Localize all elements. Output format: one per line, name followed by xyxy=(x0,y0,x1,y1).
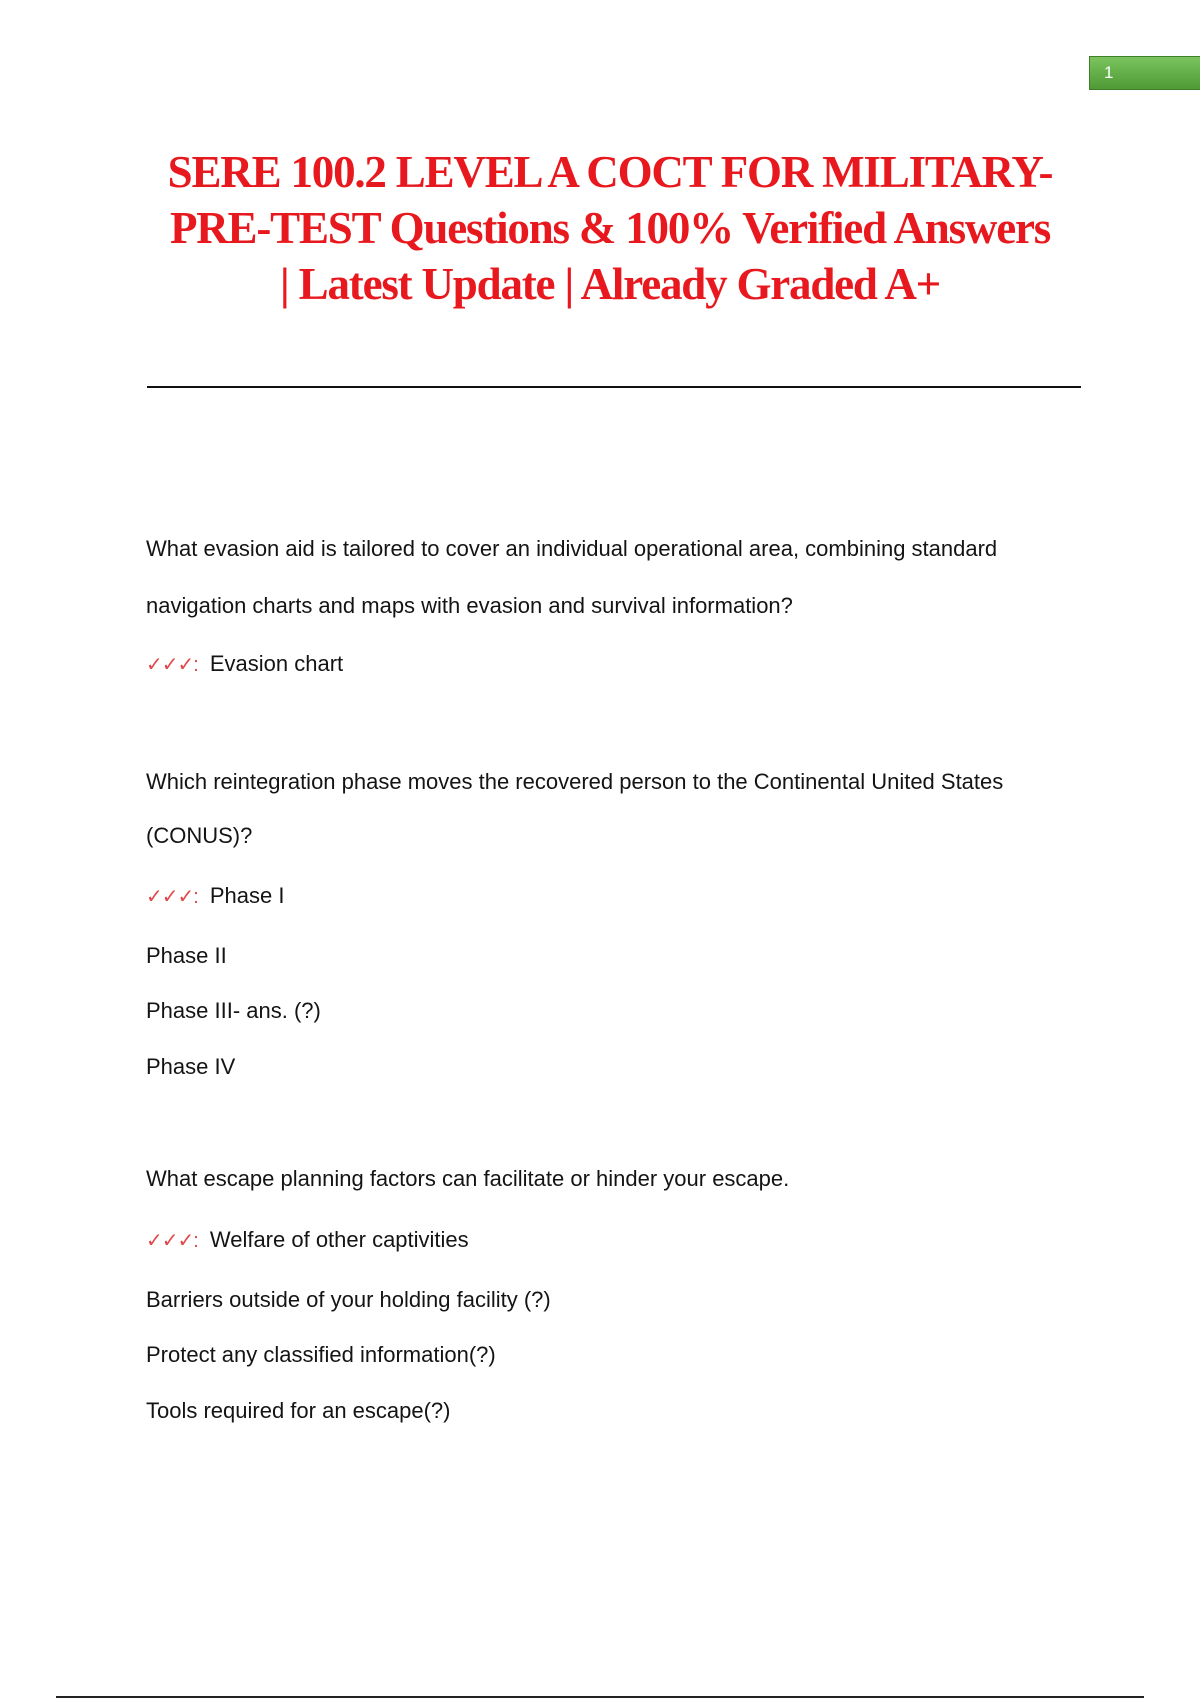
option-text: Phase IV xyxy=(146,1054,236,1079)
option-text: Phase III- ans. (?) xyxy=(146,998,321,1023)
footer-divider xyxy=(56,1696,1144,1698)
question-text: What evasion aid is tailored to cover an individual operational area, combining standard xyxy=(146,536,998,561)
option-text: Protect any classified information(?) xyxy=(146,1342,496,1367)
answer-text: Evasion chart xyxy=(209,651,344,676)
title-divider xyxy=(147,386,1081,388)
answer-line xyxy=(146,649,343,680)
answer-text: Phase I xyxy=(209,883,285,908)
check-marks-icon: ✓✓✓: xyxy=(146,886,198,908)
document-title xyxy=(130,144,1090,312)
question-text: What escape planning factors can facilitate or hinder your escape. xyxy=(146,1166,790,1191)
answer-line xyxy=(146,881,284,912)
answer-text: Welfare of other captivities xyxy=(209,1227,469,1252)
question-text: Which reintegration phase moves the recovered person to the Continental United States xyxy=(146,769,1004,794)
page-number-badge: 1 xyxy=(1089,56,1200,90)
check-marks-icon: ✓✓✓: xyxy=(146,1230,198,1252)
option-text: Barriers outside of your holding facility (?) xyxy=(146,1287,551,1312)
option-text: Phase II xyxy=(146,943,227,968)
title-line: | Latest Update | Already Graded A+ xyxy=(279,259,941,309)
check-marks-icon: ✓✓✓: xyxy=(146,654,198,676)
question-text: navigation charts and maps with evasion and survival information? xyxy=(146,593,793,618)
option-text: Tools required for an escape(?) xyxy=(146,1398,451,1423)
question-text: (CONUS)? xyxy=(146,823,253,848)
title-line: SERE 100.2 LEVEL A COCT FOR MILITARY- xyxy=(167,147,1053,197)
title-line: PRE-TEST Questions & 100% Verified Answers xyxy=(169,203,1051,253)
answer-line xyxy=(146,1225,469,1256)
